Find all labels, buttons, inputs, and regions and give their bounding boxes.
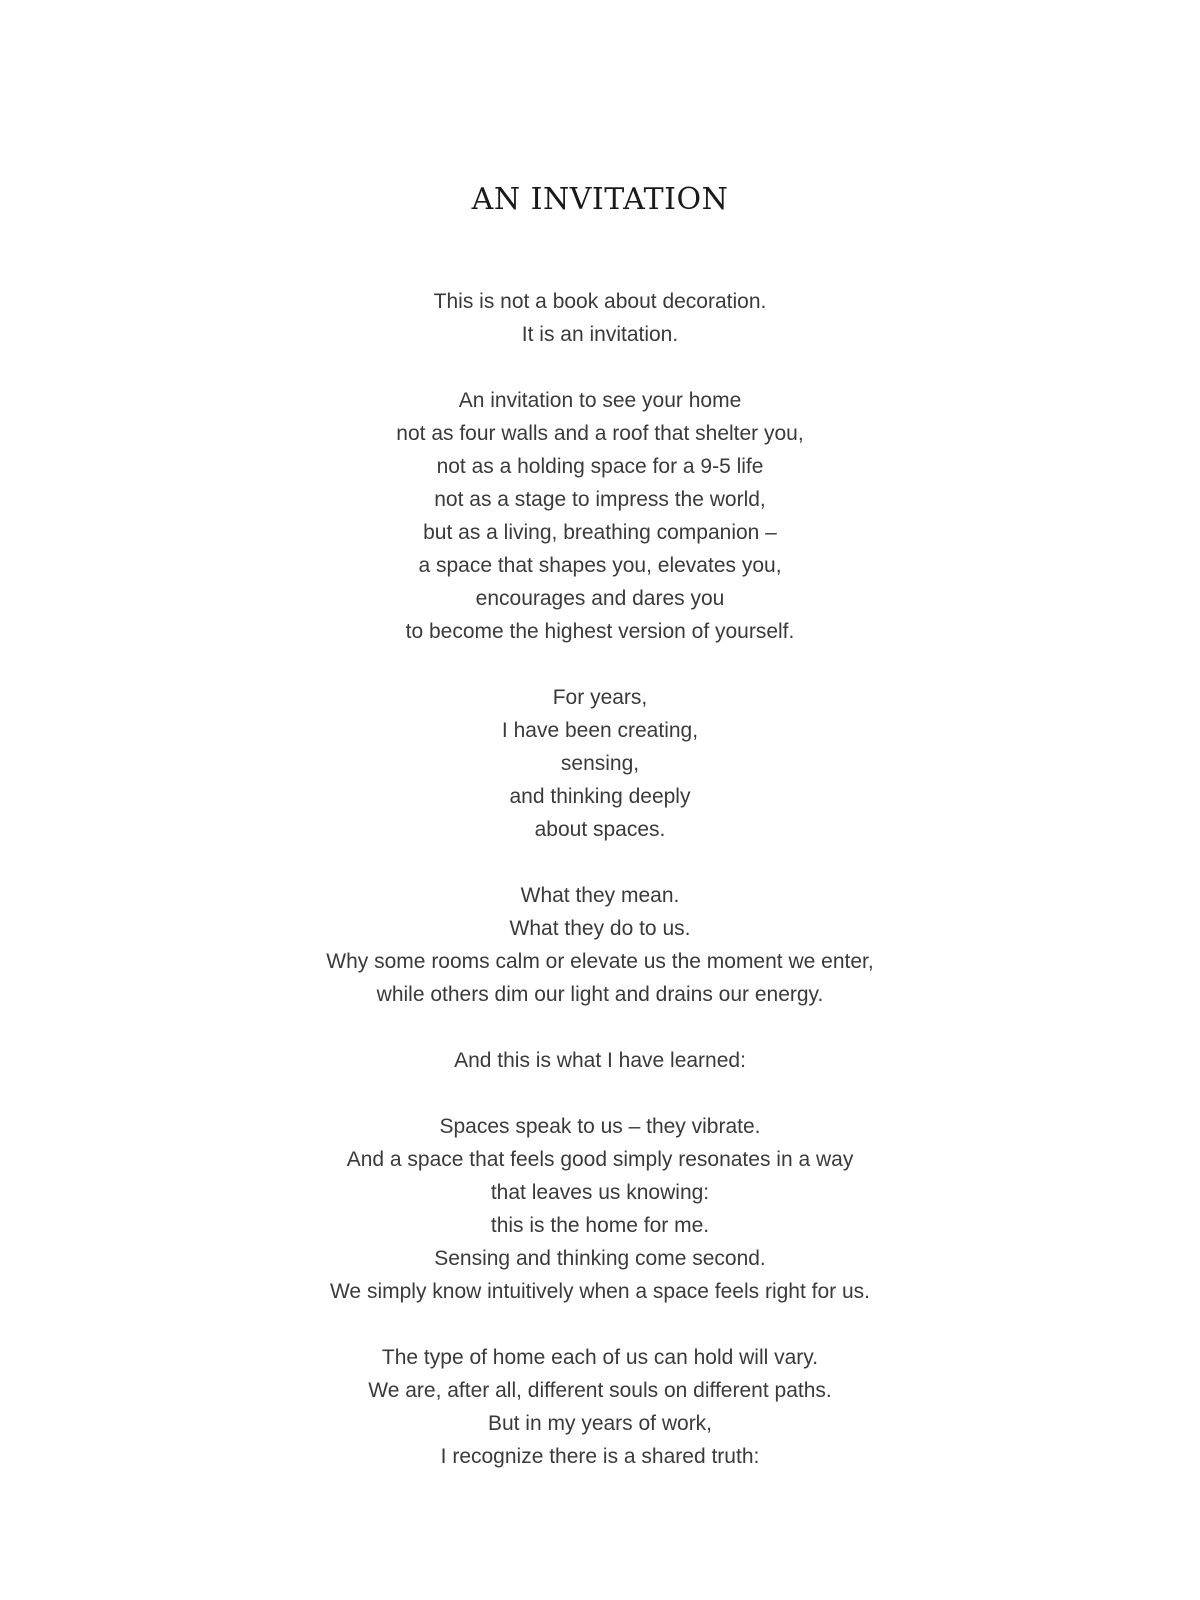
poem-line: not as a holding space for a 9-5 life [436, 455, 764, 478]
stanza-6 [0, 1110, 1200, 1308]
poem-line: It is an invitation. [521, 323, 679, 346]
poem-line: but as a living, breathing companion – [423, 521, 777, 544]
poem-line: What they mean. [520, 884, 680, 907]
poem-line: I recognize there is a shared truth: [440, 1445, 760, 1468]
poem-line: This is not a book about decoration. [433, 290, 767, 313]
poem-line: The type of home each of us can hold will vary. [381, 1346, 819, 1369]
poem-line: not as a stage to impress the world, [434, 488, 766, 511]
stanza-7 [0, 1341, 1200, 1473]
poem-line: not as four walls and a roof that shelter you, [396, 422, 804, 445]
poem-line: and thinking deeply [509, 785, 691, 808]
poem-line: And a space that feels good simply resonates in a way [346, 1148, 854, 1171]
poem-line: We simply know intuitively when a space feels right for us. [329, 1280, 870, 1303]
poem-line: An invitation to see your home [458, 389, 742, 412]
stanza-5 [0, 1044, 1200, 1077]
poem-line: while others dim our light and drains our energy. [376, 983, 824, 1006]
poem-line: We are, after all, different souls on different paths. [368, 1379, 832, 1402]
poem-line: For years, [552, 686, 648, 709]
poem-line: Why some rooms calm or elevate us the moment we enter, [326, 950, 874, 973]
poem-body [0, 285, 1200, 1473]
poem-line: And this is what I have learned: [454, 1049, 746, 1072]
poem-line: What they do to us. [509, 917, 691, 940]
poem-line: sensing, [560, 752, 640, 775]
poem-line: that leaves us knowing: [490, 1181, 710, 1204]
poem-line: But in my years of work, [487, 1412, 713, 1435]
stanza-1 [0, 285, 1200, 351]
poem-line: encourages and dares you [475, 587, 725, 610]
poem-line: Spaces speak to us – they vibrate. [439, 1115, 761, 1138]
stanza-4 [0, 879, 1200, 1011]
poem-line: Sensing and thinking come second. [434, 1247, 766, 1270]
poem-line: to become the highest version of yourself. [405, 620, 795, 643]
poem-line: this is the home for me. [490, 1214, 710, 1237]
poem-line: about spaces. [534, 818, 666, 841]
page-title: AN INVITATION [471, 182, 729, 217]
stanza-3 [0, 681, 1200, 846]
poem-line: a space that shapes you, elevates you, [418, 554, 782, 577]
poem-line: I have been creating, [501, 719, 699, 742]
stanza-2 [0, 384, 1200, 648]
